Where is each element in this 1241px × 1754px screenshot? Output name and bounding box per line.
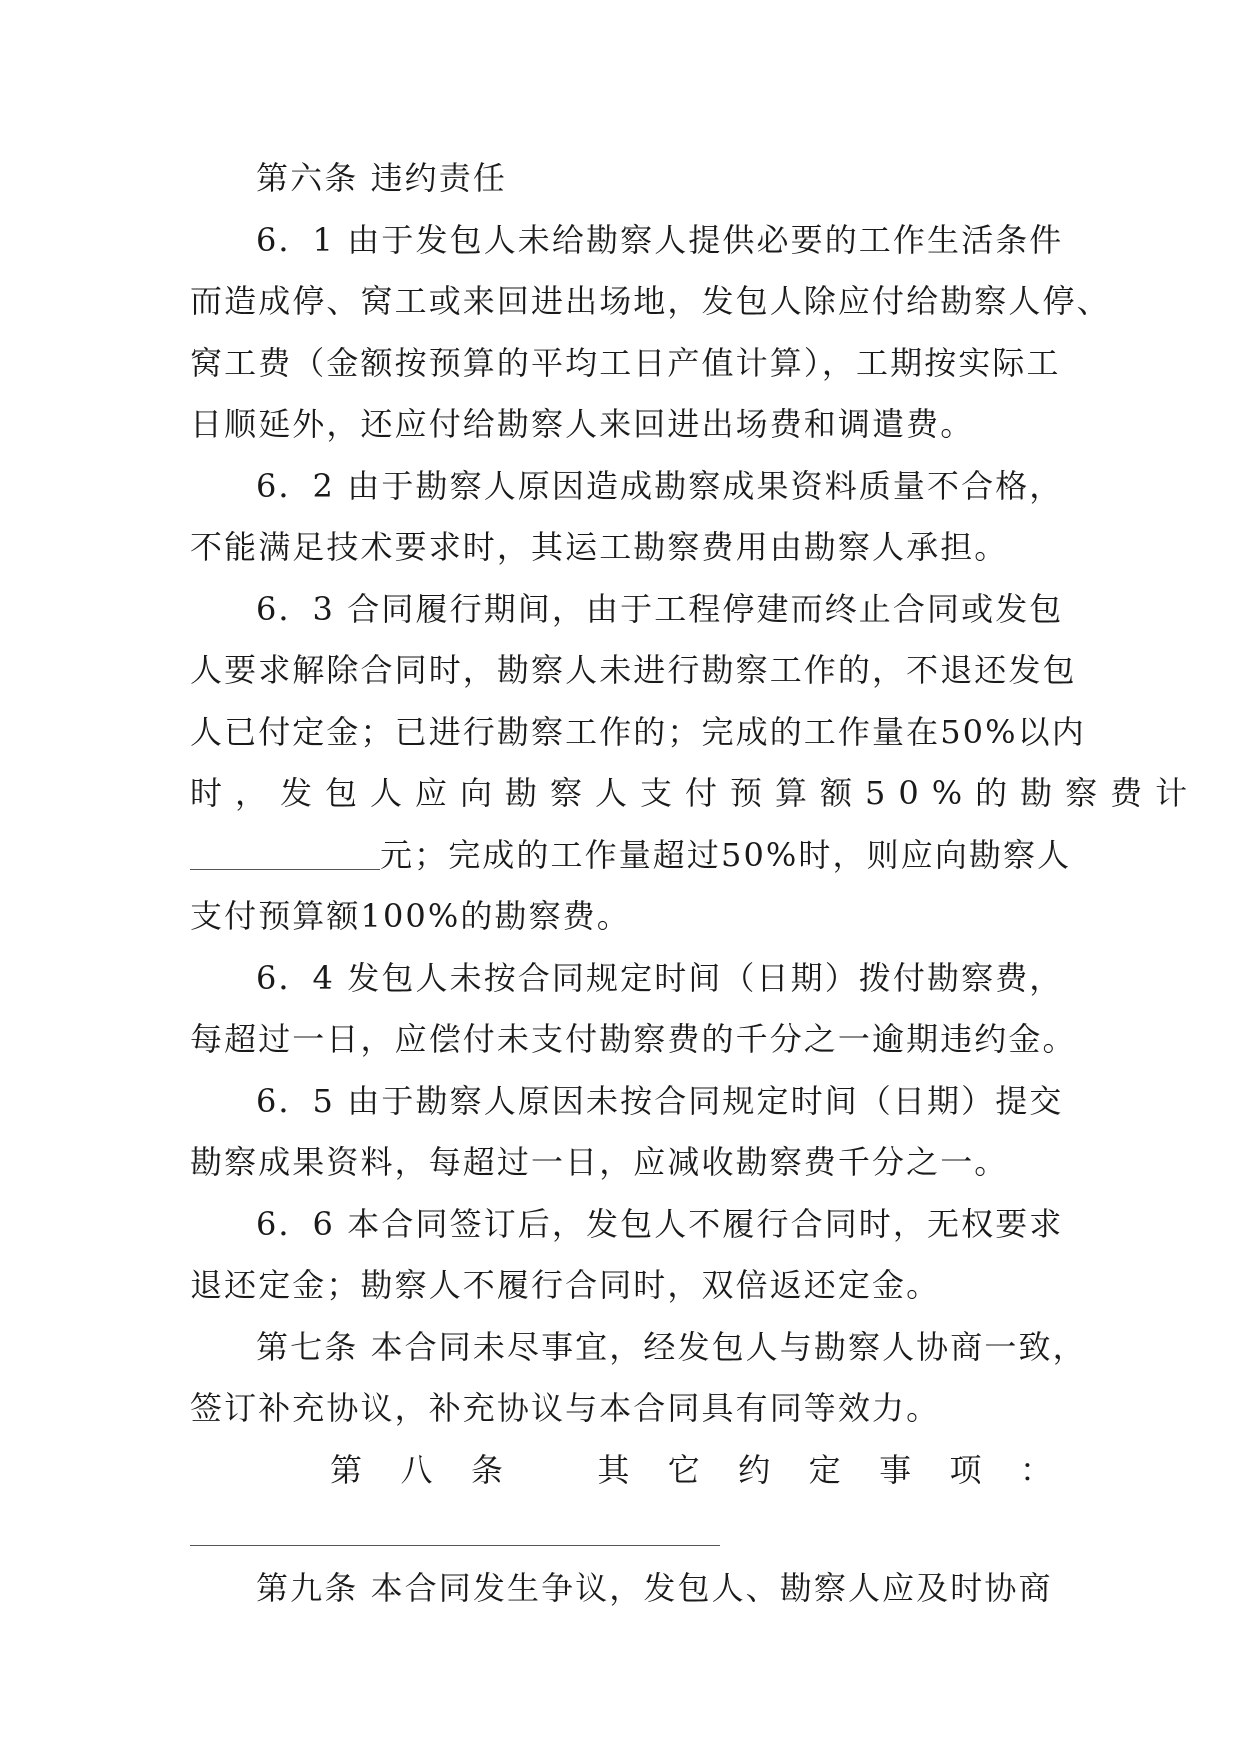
paragraph-line: 6．2 由于勘察人原因造成勘察成果资料质量不合格， [256,466,1064,505]
heading-char: 其 [597,1450,630,1489]
paragraph-line: 而造成停、窝工或来回进出场地，发包人除应付给勘察人停、 [190,282,1111,320]
paragraph-line: 窝工费（金额按预算的平均工日产值计算），工期按实际工 [190,343,1061,382]
amount-blank[interactable] [190,839,380,870]
article-7-line: 第七条 本合同未尽事宜，经发包人与勘察人协商一致， [256,1327,1087,1366]
paragraph-line: 日顺延外，还应付给勘察人来回进出场费和调遣费。 [190,405,975,443]
heading-char: 约 [738,1450,771,1489]
other-terms-blank[interactable] [190,1517,720,1546]
paragraph-line-with-blank [190,835,1072,897]
heading-char: 项 [949,1450,982,1489]
heading-char: 定 [808,1450,841,1489]
document-page [190,158,1201,1630]
line-text: 时，发包人应向勘察人支付预算额50%的勘察费计 [190,774,1201,812]
heading-char: 事 [879,1450,912,1489]
line-text: 元；完成的工作量超过50%时，则应向勘察人 [380,835,1072,874]
paragraph-line: 勘察成果资料，每超过一日，应减收勘察费千分之一。 [190,1143,1009,1181]
paragraph-line: 6．4 发包人未按合同规定时间（日期）拨付勘察费， [256,958,1064,997]
paragraph-line: 6．6 本合同签订后，发包人不履行合同时，无权要求 [256,1204,1064,1243]
paragraph-line: 6．5 由于勘察人原因未按合同规定时间（日期）提交 [256,1081,1064,1120]
heading-char: ： [1019,1450,1052,1489]
paragraph-line: 退还定金；勘察人不履行合同时，双倍返还定金。 [190,1266,941,1304]
paragraph-line: 每超过一日，应偿付未支付勘察费的千分之一逾期违约金。 [190,1020,1077,1058]
paragraph-line-justified [190,773,1201,835]
heading-char: 它 [667,1450,700,1489]
paragraph-line: 签订补充协议，补充协议与本合同具有同等效力。 [190,1389,941,1427]
paragraph-line: 人要求解除合同时，勘察人未进行勘察工作的，不退还发包 [190,651,1077,689]
heading-char: 八 [400,1450,433,1489]
paragraph-line: 6．1 由于发包人未给勘察人提供必要的工作生活条件 [256,220,1064,259]
heading-char: 第 [330,1450,363,1489]
paragraph-line: 人已付定金；已进行勘察工作的；完成的工作量在50%以内 [190,712,1086,751]
paragraph-line: 不能满足技术要求时，其运工勘察费用由勘察人承担。 [190,528,1009,566]
article-6-heading: 第六条 违约责任 [256,159,507,197]
paragraph-line: 支付预算额100%的勘察费。 [190,897,631,935]
article-8-heading [190,1450,1052,1512]
article-9-line: 第九条 本合同发生争议，发包人、勘察人应及时协商 [256,1569,1053,1607]
paragraph-line: 6．3 合同履行期间，由于工程停建而终止合同或发包 [256,589,1064,628]
heading-char: 条 [470,1450,503,1489]
